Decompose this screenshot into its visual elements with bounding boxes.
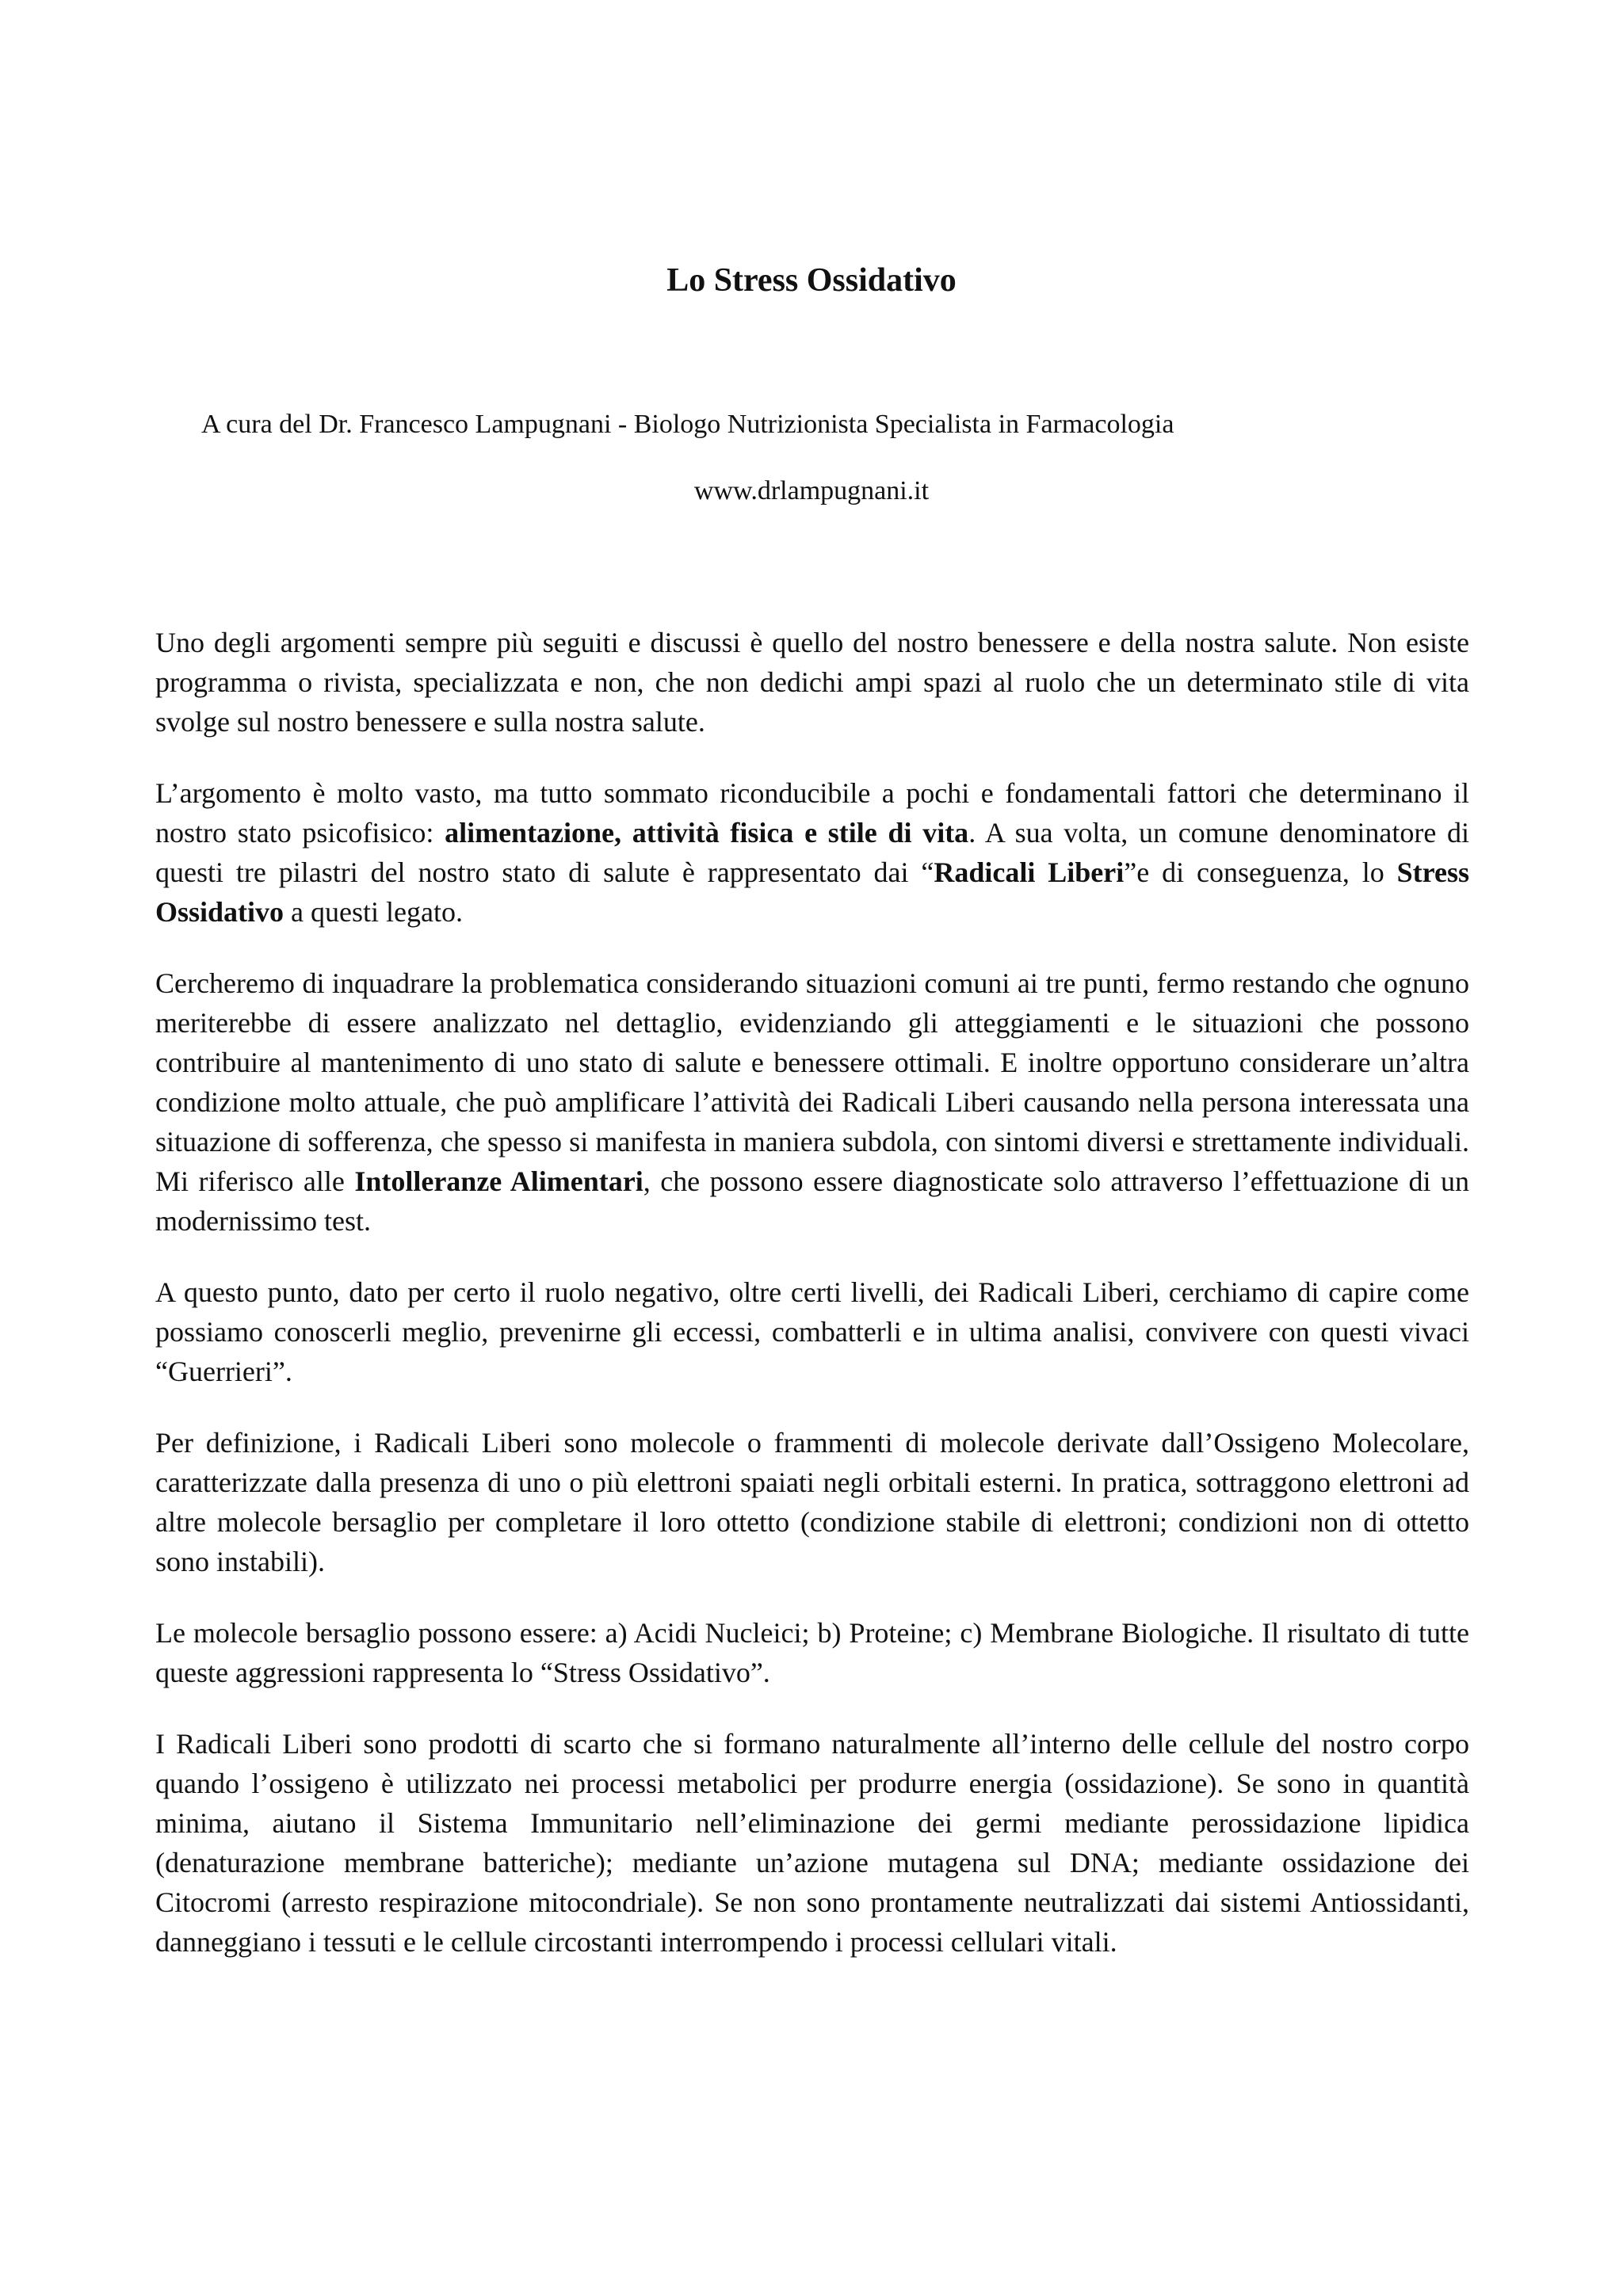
paragraph-7: I Radicali Liberi sono prodotti di scarto che si formano naturalmente all’interno delle cellule del nostro corpo quando l’ossigeno è utilizzato nei processi metabolici per produrre energia (ossidazione). Se sono in quantità minima, aiutano il Sistema Immunitario nell’eliminazione dei germi mediante perossidazione lipidica (denaturazione membrane batteriche); mediante un’azione mutagena sul DNA; mediante ossidazione dei Citocromi (arresto respirazione mitocondriale). Se non sono prontamente neutralizzati dai sistemi Antiossidanti, danneggiano i tessuti e le cellule circostanti interrompendo i processi cellulari vitali. (155, 1728, 1469, 1958)
paragraph-2 (155, 773, 1469, 932)
bold-stress-ossidativo: Stress Ossidativo (155, 856, 1469, 928)
paragraph-2-text: ”e di conseguenza, lo (1124, 856, 1397, 888)
paragraph-5: Per definizione, i Radicali Liberi sono molecole o frammenti di molecole derivate dall’Ossigeno Molecolare, caratterizzate dalla presenza di uno o più elettroni spaiati negli orbitali esterni. In pratica, sottraggono elettroni ad altre molecole bersaglio per completare il loro ottetto (condizione stabile di elettroni; condizioni non di ottetto sono instabili). (155, 1427, 1469, 1577)
paragraph-3-text: Cercheremo di inquadrare la problematica considerando situazioni comuni ai tre punti, fermo restando che ognuno meriterebbe di essere analizzato nel dettaglio, evidenziando gli atteggiamenti e le situazioni che possono contribuire al mantenimento di uno stato di salute e benessere ottimali. E inoltre opportuno considerare un’altra condizione molto attuale, che può amplificare l’attività dei Radicali Liberi causando nella persona interessata una situazione di sofferenza, che spesso si manifesta in maniera subdola, con sintomi diversi e strettamente individuali. Mi riferisco alle (155, 967, 1469, 1197)
paragraph-2-text: . A sua volta, un comune denominatore di questi tre pilastri del nostro stato di salute è rappresentato dai “ (155, 817, 1469, 888)
paragraph-3-text: , che possono essere diagnosticate solo attraverso l’effettuazione di un modernissimo test. (155, 1165, 1469, 1237)
author-line: A cura del Dr. Francesco Lampugnani - Biologo Nutrizionista Specialista in Farmacologia (201, 410, 1174, 439)
paragraph-1: Uno degli argomenti sempre più seguiti e discussi è quello del nostro benessere e della nostra salute. Non esiste programma o rivista, specializzata e non, che non dedichi ampi spazi al ruolo che un determinato stile di vita svolge sul nostro benessere e sulla nostra salute. (155, 627, 1469, 738)
bold-radicali-liberi: Radicali Liberi (934, 856, 1125, 888)
document-title: Lo Stress Ossidativo (666, 262, 957, 299)
paragraph-3 (155, 963, 1469, 1241)
website-text: www.drlampugnani.it (693, 476, 930, 505)
document-body (155, 623, 1469, 1993)
paragraph-2-text: a questi legato. (284, 896, 463, 928)
bold-intolleranze-alimentari: Intolleranze Alimentari (354, 1165, 643, 1197)
paragraph-2-text: L’argomento è molto vasto, ma tutto sommato riconducibile a pochi e fondamentali fattori che determinano il nostro stato psicofisico: (155, 777, 1469, 849)
paragraph-6: Le molecole bersaglio possono essere: a) Acidi Nucleici; b) Proteine; c) Membrane Biologiche. Il risultato di tutte queste aggressioni rappresenta lo “Stress Ossidativo”. (155, 1617, 1469, 1688)
bold-lifestyle-factors: alimentazione, attività fisica e stile di vita (445, 817, 969, 849)
paragraph-4: A questo punto, dato per certo il ruolo negativo, oltre certi livelli, dei Radicali Liberi, cerchiamo di capire come possiamo conoscerli meglio, prevenirne gli eccessi, combatterli e in ultima analisi, convivere con questi vivaci “Guerrieri”. (155, 1276, 1469, 1387)
